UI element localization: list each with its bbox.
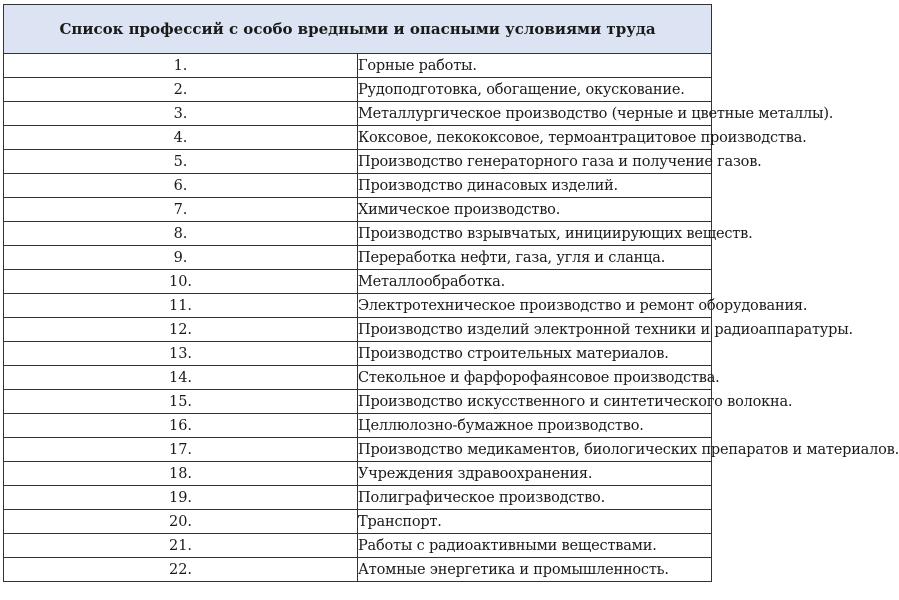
table-row	[4, 318, 712, 342]
row-number: 8.	[4, 222, 358, 246]
row-number: 3.	[4, 102, 358, 126]
row-number: 19.	[4, 486, 358, 510]
table-row	[4, 510, 712, 534]
row-number: 10.	[4, 270, 358, 294]
row-number: 21.	[4, 534, 358, 558]
profession-name: Полиграфическое производство.	[358, 486, 712, 510]
table-row	[4, 462, 712, 486]
profession-name: Транспорт.	[358, 510, 712, 534]
row-number: 7.	[4, 198, 358, 222]
profession-name: Учреждения здравоохранения.	[358, 462, 712, 486]
row-number: 6.	[4, 174, 358, 198]
table-row	[4, 102, 712, 126]
profession-name: Производство динасовых изделий.	[358, 174, 712, 198]
profession-name: Стекольное и фарфорофаянсовое производства.	[358, 366, 712, 390]
row-number: 20.	[4, 510, 358, 534]
table-row	[4, 150, 712, 174]
row-number: 1.	[4, 54, 358, 78]
table-header-row	[4, 5, 712, 54]
table-row	[4, 342, 712, 366]
table-row	[4, 78, 712, 102]
profession-name: Производство взрывчатых, инициирующих веществ.	[358, 222, 712, 246]
table-title: Список профессий с особо вредными и опасными условиями труда	[4, 5, 712, 54]
row-number: 4.	[4, 126, 358, 150]
row-number: 9.	[4, 246, 358, 270]
row-number: 16.	[4, 414, 358, 438]
profession-name: Рудоподготовка, обогащение, окускование.	[358, 78, 712, 102]
profession-name: Переработка нефти, газа, угля и сланца.	[358, 246, 712, 270]
table-row	[4, 438, 712, 462]
table-row	[4, 222, 712, 246]
profession-name: Производство изделий электронной техники и радиоаппаратуры.	[358, 318, 712, 342]
table-row	[4, 534, 712, 558]
profession-name: Горные работы.	[358, 54, 712, 78]
table-row	[4, 294, 712, 318]
row-number: 5.	[4, 150, 358, 174]
row-number: 13.	[4, 342, 358, 366]
table-row	[4, 198, 712, 222]
table-row	[4, 486, 712, 510]
profession-name: Производство искусственного и синтетического волокна.	[358, 390, 712, 414]
table-row	[4, 54, 712, 78]
row-number: 17.	[4, 438, 358, 462]
row-number: 14.	[4, 366, 358, 390]
table-row	[4, 174, 712, 198]
table-row	[4, 414, 712, 438]
table-row	[4, 558, 712, 582]
profession-name: Металлообработка.	[358, 270, 712, 294]
table-row	[4, 366, 712, 390]
table-row	[4, 246, 712, 270]
row-number: 18.	[4, 462, 358, 486]
row-number: 15.	[4, 390, 358, 414]
table-row	[4, 390, 712, 414]
profession-name: Коксовое, пекококсовое, термоантрацитовое производства.	[358, 126, 712, 150]
table-row	[4, 270, 712, 294]
profession-name: Целлюлозно-бумажное производство.	[358, 414, 712, 438]
profession-name: Производство медикаментов, биологических препаратов и материалов.	[358, 438, 712, 462]
profession-name: Атомные энергетика и промышленность.	[358, 558, 712, 582]
profession-name: Работы с радиоактивными веществами.	[358, 534, 712, 558]
professions-table	[3, 4, 899, 582]
row-number: 11.	[4, 294, 358, 318]
profession-name: Производство строительных материалов.	[358, 342, 712, 366]
table-body	[4, 54, 899, 582]
profession-name: Металлургическое производство (черные и цветные металлы).	[358, 102, 712, 126]
row-number: 2.	[4, 78, 358, 102]
row-number: 12.	[4, 318, 358, 342]
profession-name: Производство генераторного газа и получение газов.	[358, 150, 712, 174]
profession-name: Электротехническое производство и ремонт оборудования.	[358, 294, 712, 318]
table-row	[4, 126, 712, 150]
row-number: 22.	[4, 558, 358, 582]
profession-name: Химическое производство.	[358, 198, 712, 222]
